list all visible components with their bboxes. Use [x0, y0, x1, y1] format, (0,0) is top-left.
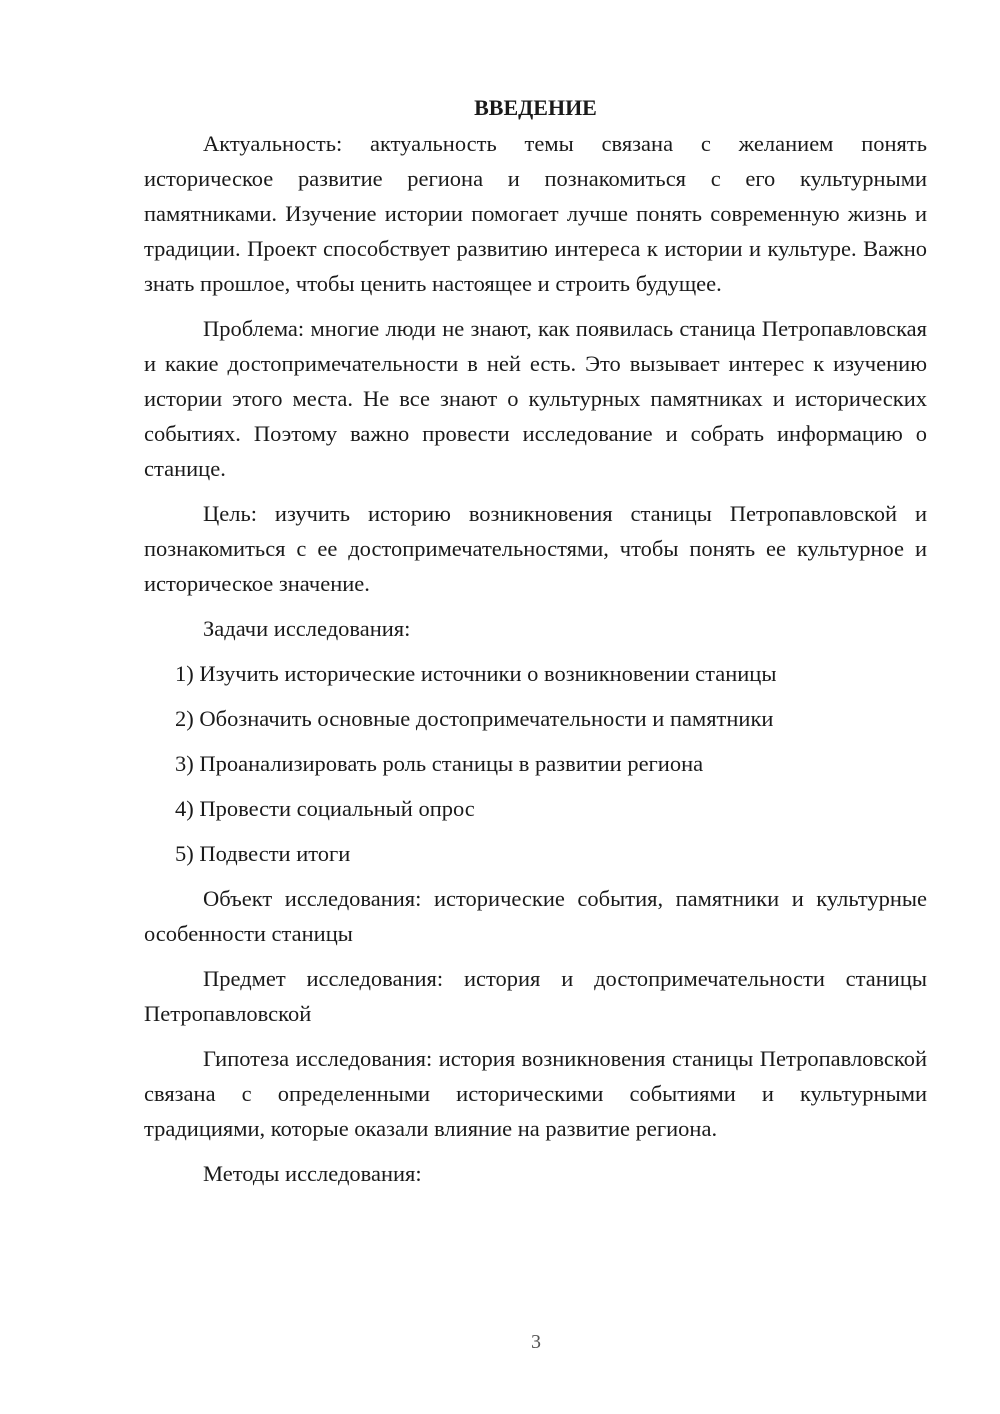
page-content: [144, 90, 927, 1201]
methods-heading: Методы исследования:: [203, 1161, 422, 1186]
list-item: 3) Проанализировать роль станицы в развитии региона: [175, 751, 704, 776]
paragraph-object: Объект исследования: исторические события, памятники и культурные особенности станицы: [144, 886, 927, 946]
paragraph-goal: Цель: изучить историю возникновения станицы Петропавловской и познакомиться с ее достопримечательностями, чтобы понять ее культурное и историческое значение.: [144, 501, 927, 596]
page-number: 3: [531, 1331, 541, 1353]
list-item: 5) Подвести итоги: [175, 841, 351, 866]
list-item: 1) Изучить исторические источники о возникновении станицы: [175, 661, 777, 686]
tasks-list: [144, 656, 927, 871]
section-title: ВВЕДЕНИЕ: [474, 95, 597, 120]
paragraph-relevance: Актуальность: актуальность темы связана с желанием понять историческое развитие региона и познакомиться с его культурными памятниками. Изучение истории помогает лучше понять современную жизнь и традиции. Проект способствует развитию интереса к истории и культуре. Важно знать прошлое, чтобы ценить настоящее и строить будущее.: [144, 131, 927, 296]
paragraph-problem: Проблема: многие люди не знают, как появилась станица Петропавловская и какие достопримечательности в ней есть. Это вызывает интерес к изучению истории этого места. Не все знают о культурных памятниках и исторических событиях. Поэтому важно провести исследование и собрать информацию о станице.: [144, 316, 927, 481]
list-item: 4) Провести социальный опрос: [175, 796, 475, 821]
paragraph-subject: Предмет исследования: история и достопримечательности станицы Петропавловской: [144, 966, 927, 1026]
tasks-heading: Задачи исследования:: [203, 616, 411, 641]
list-item: 2) Обозначить основные достопримечательности и памятники: [175, 706, 774, 731]
paragraph-hypothesis: Гипотеза исследования: история возникновения станицы Петропавловской связана с определенными историческими событиями и культурными традициями, которые оказали влияние на развитие региона.: [144, 1046, 927, 1141]
